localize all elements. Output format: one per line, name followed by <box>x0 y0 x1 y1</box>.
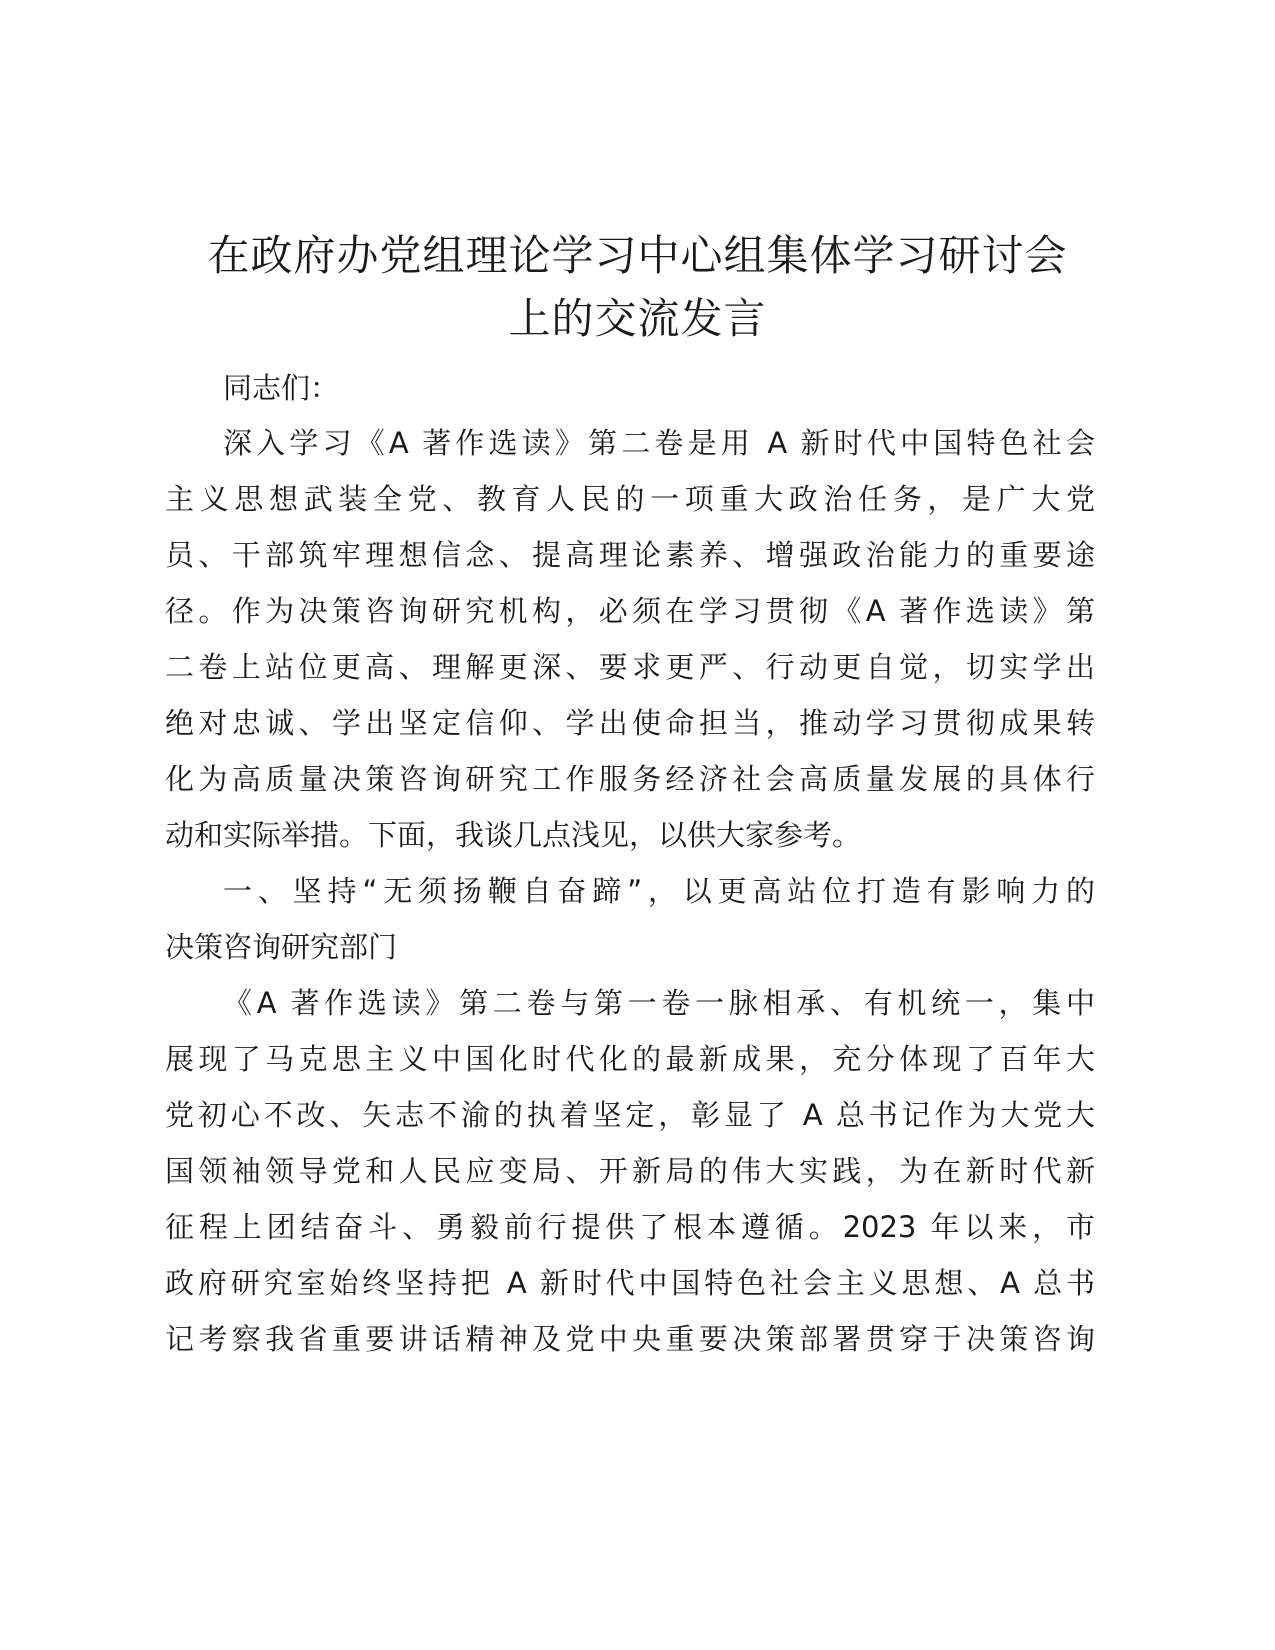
paragraph-2-line: 政府研究室始终坚持把 A 新时代中国特色社会主义思想、A 总书 <box>165 1266 1095 1300</box>
salutation: 同志们： <box>223 371 340 405</box>
paragraph-1-line: 动和实际举措。下面，我谈几点浅见，以供大家参考。 <box>165 818 862 852</box>
document-title-line-2: 上的交流发言 <box>508 294 767 343</box>
paragraph-2-line: 党初心不改、矢志不渝的执着坚定，彰显了 A 总书记作为大党大 <box>165 1098 1095 1132</box>
paragraph-1-line: 化为高质量决策咨询研究工作服务经济社会高质量发展的具体行 <box>165 762 1095 796</box>
paragraph-1-line: 深入学习《A 著作选读》第二卷是用 A 新时代中国特色社会 <box>223 426 1095 460</box>
paragraph-2-line: 征程上团结奋斗、勇毅前行提供了根本遵循。2023 年以来，市 <box>165 1210 1095 1244</box>
section-heading-line: 决策咨询研究部门 <box>165 930 398 964</box>
section-heading-line: 一、坚持“无须扬鞭自奋蹄”，以更高站位打造有影响力的 <box>223 874 1095 908</box>
paragraph-2-line: 展现了马克思主义中国化时代化的最新成果，充分体现了百年大 <box>165 1042 1095 1076</box>
paragraph-1-line: 径。作为决策咨询研究机构，必须在学习贯彻《A 著作选读》第 <box>165 594 1095 628</box>
paragraph-1-line: 员、干部筑牢理想信念、提高理论素养、增强政治能力的重要途 <box>165 538 1095 572</box>
paragraph-1-line: 二卷上站位更高、理解更深、要求更严、行动更自觉，切实学出 <box>165 650 1095 684</box>
paragraph-2-line: 国领袖领导党和人民应变局、开新局的伟大实践，为在新时代新 <box>165 1154 1095 1188</box>
paragraph-2-line: 记考察我省重要讲话精神及党中央重要决策部署贯穿于决策咨询 <box>165 1322 1095 1356</box>
paragraph-1-line: 主义思想武装全党、教育人民的一项重大政治任务，是广大党 <box>165 482 1095 516</box>
document-title-line-1: 在政府办党组理论学习中心组集体学习研讨会 <box>207 231 1068 280</box>
paragraph-2-line: 《A 著作选读》第二卷与第一卷一脉相承、有机统一，集中 <box>223 986 1095 1020</box>
paragraph-1-line: 绝对忠诚、学出坚定信仰、学出使命担当，推动学习贯彻成果转 <box>165 706 1095 740</box>
